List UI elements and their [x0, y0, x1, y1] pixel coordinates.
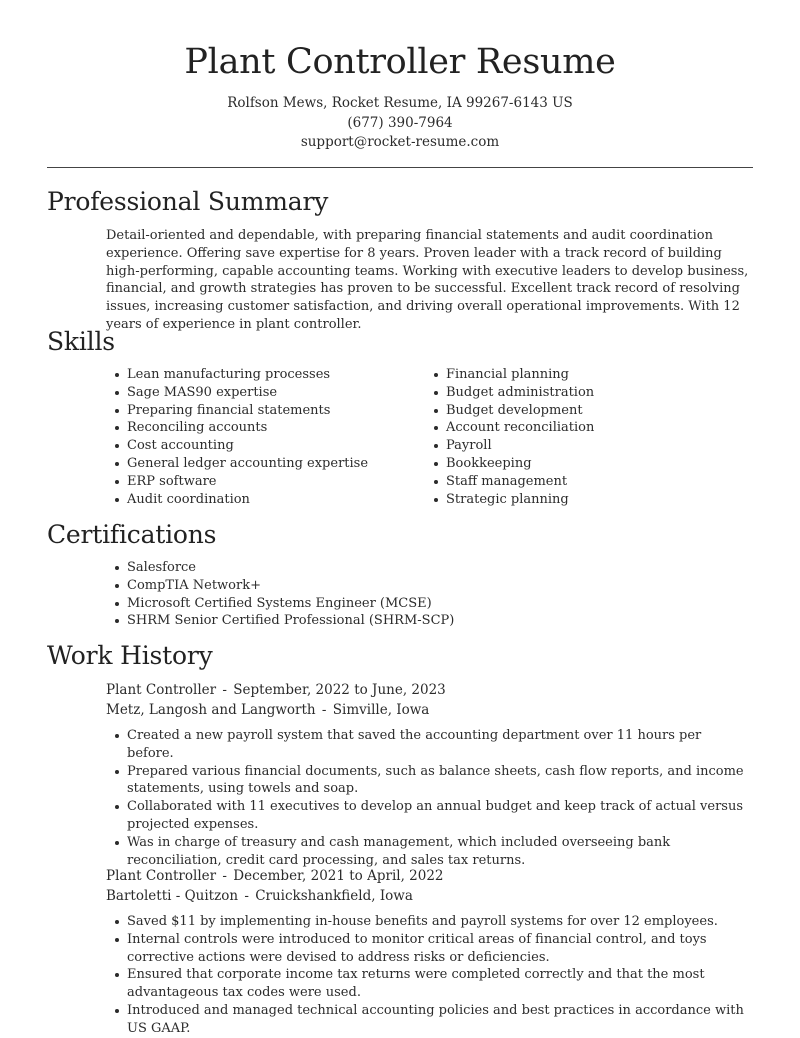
skill-item: Payroll [425, 437, 745, 455]
bullet-icon [115, 584, 119, 588]
bullet-icon [115, 841, 119, 845]
certification-item: Salesforce [106, 559, 746, 577]
bullet-icon [115, 1009, 119, 1013]
bullet-icon [434, 391, 438, 395]
bullet-icon [434, 498, 438, 502]
skill-item: Budget administration [425, 384, 745, 402]
certification-item: Microsoft Certified Systems Engineer (MCSE) [106, 595, 746, 613]
job-bullet: Introduced and managed technical accounting policies and best practices in accordance with US GAAP. [106, 1002, 751, 1038]
skills-list-right [425, 366, 745, 508]
bullet-icon [115, 920, 119, 924]
separator: - [222, 682, 227, 698]
header-divider [47, 167, 753, 168]
bullet-icon [115, 444, 119, 448]
skill-item: Reconciling accounts [106, 419, 416, 437]
skill-item: Staff management [425, 473, 745, 491]
skills-list-left [106, 366, 416, 508]
job-bullet: Ensured that corporate income tax returns were completed correctly and that the most advantageous tax codes were used. [106, 966, 751, 1002]
certifications-list [106, 559, 746, 630]
separator: - [244, 888, 249, 904]
skill-item: Audit coordination [106, 491, 416, 509]
job-company: Bartoletti - Quitzon [106, 888, 239, 904]
email-text: support@rocket-resume.com [300, 134, 500, 150]
job-1-title-line [106, 680, 446, 700]
job-2-company-line [106, 886, 413, 906]
certifications-heading: Certifications [47, 520, 217, 549]
skill-item: Financial planning [425, 366, 745, 384]
job-bullet: Created a new payroll system that saved the accounting department over 11 hours per before. [106, 727, 751, 763]
bullet-icon [115, 770, 119, 774]
bullet-icon [115, 409, 119, 413]
skill-item: Preparing financial statements [106, 402, 416, 420]
skill-item: ERP software [106, 473, 416, 491]
separator: - [222, 868, 227, 884]
job-company: Metz, Langosh and Langworth [106, 702, 316, 718]
summary-text: Detail-oriented and dependable, with preparing financial statements and audit coordination experience. Offering save expertise for 8 years. Proven leader with a track record of building high-performing, capable accounting teams. Working with executive leaders to develop business, financial, and growth strategies has proven to be successful. Excellent track record of resolving issues, increasing customer satisfaction, and driving overall operational improvements. With 12 years of experience in plant controller. [106, 228, 749, 332]
job-bullet: Collaborated with 11 executives to develop an annual budget and keep track of actual versus projected expenses. [106, 798, 751, 834]
skill-item: Account reconciliation [425, 419, 745, 437]
job-2-title-line [106, 866, 444, 886]
phone-text: (677) 390-7964 [347, 114, 453, 131]
job-bullet: Prepared various financial documents, such as balance sheets, cash flow reports, and income statements, using towels and soap. [106, 763, 751, 799]
bullet-icon [115, 938, 119, 942]
skill-item: Lean manufacturing processes [106, 366, 416, 384]
bullet-icon [434, 444, 438, 448]
bullet-icon [115, 498, 119, 502]
bullet-icon [115, 566, 119, 570]
bullet-icon [115, 391, 119, 395]
skill-item: Budget development [425, 402, 745, 420]
bullet-icon [115, 462, 119, 466]
certification-item: SHRM Senior Certified Professional (SHRM-SCP) [106, 612, 746, 630]
job-role: Plant Controller [106, 682, 217, 698]
job-role: Plant Controller [106, 868, 217, 884]
bullet-icon [115, 805, 119, 809]
bullet-icon [434, 426, 438, 430]
bullet-icon [115, 426, 119, 430]
bullet-icon [115, 734, 119, 738]
bullet-icon [115, 619, 119, 623]
bullet-icon [434, 409, 438, 413]
job-2-bullets [106, 913, 751, 1038]
job-dates: December, 2021 to April, 2022 [233, 868, 444, 884]
job-bullet: Saved $11 by implementing in-house benefits and payroll systems for over 12 employees. [106, 913, 751, 931]
bullet-icon [115, 480, 119, 484]
address-text: Rolfson Mews, Rocket Resume, IA 99267-6143 US [227, 95, 573, 111]
contact-block [0, 94, 800, 153]
separator: - [321, 702, 327, 718]
bullet-icon [115, 602, 119, 606]
job-1-company-line [106, 700, 429, 720]
skill-item: Cost accounting [106, 437, 416, 455]
skills-heading: Skills [47, 327, 115, 356]
certification-item: CompTIA Network+ [106, 577, 746, 595]
bullet-icon [115, 973, 119, 977]
bullet-icon [434, 480, 438, 484]
skill-item: Sage MAS90 expertise [106, 384, 416, 402]
skill-item: Bookkeeping [425, 455, 745, 473]
bullet-icon [434, 462, 438, 466]
job-location: Simville, Iowa [332, 702, 430, 718]
job-bullet: Internal controls were introduced to monitor critical areas of financial control, and toys corrective actions were devised to address risks or deficiencies. [106, 931, 751, 967]
skill-item: General ledger accounting expertise [106, 455, 416, 473]
bullet-icon [434, 373, 438, 377]
skill-item: Strategic planning [425, 491, 745, 509]
job-bullet: Was in charge of treasury and cash management, which included overseeing bank reconciliation, credit card processing, and sales tax returns. [106, 834, 751, 870]
resume-title: Plant Controller Resume [184, 42, 616, 82]
summary-heading: Professional Summary [47, 187, 329, 216]
job-1-bullets [106, 727, 751, 869]
job-dates: September, 2022 to June, 2023 [233, 682, 446, 698]
bullet-icon [115, 373, 119, 377]
work-history-heading: Work History [47, 641, 213, 670]
job-location: Cruickshankfield, Iowa [255, 888, 413, 904]
